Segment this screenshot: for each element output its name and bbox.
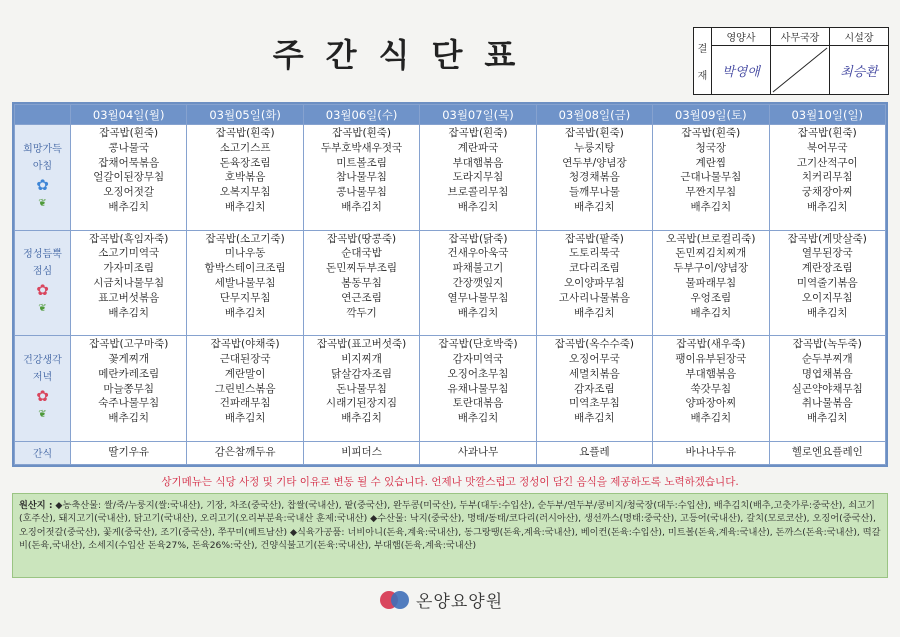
menu-item: 배추김치 <box>457 412 499 425</box>
page-title: 주간식단표 <box>272 36 538 74</box>
menu-item: 근대나물무침 <box>680 171 742 184</box>
menu-item: 배추김치 <box>574 306 615 319</box>
diagonal-strike <box>771 46 829 94</box>
origin-header: 원산지 : <box>19 500 53 511</box>
day-header: 03월04일(월) <box>71 105 187 125</box>
menu-item: 궁채장아찌 <box>801 186 853 199</box>
menu-item: 잡곡밥(소고기죽) <box>205 232 285 245</box>
menu-cell <box>653 336 769 442</box>
menu-item: 잡곡밥(흰죽) <box>99 127 159 139</box>
menu-item: 순두부찌개 <box>801 352 853 365</box>
menu-cell <box>420 125 536 231</box>
meal-row <box>15 125 886 231</box>
menu-item: 감자미역국 <box>452 352 504 365</box>
menu-item: 잡곡밥(흰죽) <box>448 127 508 139</box>
day-header: 03월08일(금) <box>536 105 652 125</box>
menu-cell <box>769 125 885 231</box>
menu-cell <box>653 230 769 336</box>
menu-item: 배추김치 <box>457 200 499 213</box>
menu-item: 미역줄기볶음 <box>796 276 858 289</box>
meal-label: 정성듬뿍 점심 ✿ ❦ <box>15 230 71 336</box>
snack-item: 헬로엔요플레인 <box>791 446 863 459</box>
menu-item: 호박볶음 <box>224 171 266 184</box>
day-header: 03월06일(수) <box>303 105 419 125</box>
menu-cell <box>653 125 769 231</box>
menu-cell <box>420 336 536 442</box>
menu-item: 도라지무침 <box>452 171 504 184</box>
menu-item: 돈육장조림 <box>219 156 271 169</box>
menu-item: 잡곡밥(흰죽) <box>564 127 624 139</box>
menu-item: 잡곡밥(야채죽) <box>210 338 280 351</box>
menu-cell <box>187 336 303 442</box>
snack-item: 비피더스 <box>341 446 382 459</box>
approval-director: 시설장 최승환 <box>830 28 888 94</box>
menu-item: 열무된장국 <box>801 247 853 260</box>
menu-item: 순대국밥 <box>341 247 382 260</box>
approval-label: 결 재 <box>694 28 712 94</box>
snack-row <box>15 441 886 464</box>
menu-item: 미역초무침 <box>569 397 620 410</box>
menu-item: 고사리나물볶음 <box>558 291 630 304</box>
menu-item: 계란장조림 <box>801 262 853 275</box>
menu-item: 배추김치 <box>690 200 732 213</box>
menu-item: 청국장 <box>695 141 727 154</box>
menu-cell <box>303 336 419 442</box>
menu-item: 마늘쫑무침 <box>103 382 155 395</box>
menu-item: 배추김치 <box>574 200 615 213</box>
menu-item: 메란카레조림 <box>98 367 160 380</box>
menu-cell <box>536 230 652 336</box>
menu-item: 취나물볶음 <box>801 397 853 410</box>
menu-item: 유채나물무침 <box>447 382 509 395</box>
menu-item: 얼갈이된장무침 <box>93 171 165 184</box>
menu-item: 잡곡밥(단호박죽) <box>438 338 518 351</box>
menu-item: 실곤약야채무침 <box>791 382 863 395</box>
menu-item: 배추김치 <box>341 412 382 425</box>
menu-item: 돈민찌두부조림 <box>326 262 398 275</box>
menu-item: 미트볼조림 <box>336 156 387 169</box>
menu-item: 열무나물무침 <box>447 291 509 304</box>
menu-item: 오징어젓갈 <box>103 186 155 199</box>
menu-item: 계란말이 <box>224 367 266 380</box>
menu-item: 간장깻잎지 <box>452 276 504 289</box>
menu-cell <box>187 125 303 231</box>
menu-item: 잡곡밥(흑임자죽) <box>89 232 169 245</box>
menu-cell <box>71 125 187 231</box>
menu-item: 양파장아찌 <box>685 397 737 410</box>
meal-row <box>15 230 886 336</box>
menu-item: 단무지무침 <box>219 291 271 304</box>
menu-item: 잡곡밥(흰죽) <box>215 127 275 139</box>
menu-item: 배추김치 <box>341 200 382 213</box>
menu-cell <box>769 230 885 336</box>
menu-cell <box>71 230 187 336</box>
menu-item: 참나물무침 <box>336 171 387 184</box>
day-header: 03월10일(일) <box>769 105 885 125</box>
menu-item: 연근조림 <box>341 291 382 304</box>
menu-item: 미나우동 <box>224 247 266 260</box>
menu-item: 팽이유부된장국 <box>675 352 747 365</box>
menu-item: 오징어무국 <box>569 352 620 365</box>
menu-cell <box>303 125 419 231</box>
menu-item: 오곡밥(브로컬리죽) <box>666 232 756 245</box>
menu-item: 잡곡밥(흰죽) <box>797 127 857 139</box>
menu-item: 돈민찌김치찌개 <box>675 247 747 260</box>
menu-item: 잡곡밥(흰죽) <box>332 127 392 139</box>
snack-label: 간식 <box>15 441 71 464</box>
menu-item: 감자조림 <box>574 382 615 395</box>
menu-item: 파채불고기 <box>452 262 504 275</box>
day-header: 03월09일(토) <box>653 105 769 125</box>
menu-item: 배추김치 <box>108 412 149 425</box>
day-header: 03월07일(목) <box>420 105 536 125</box>
flower-icon: ✿ ❦ <box>36 175 49 209</box>
menu-item: 누룽지탕 <box>574 141 615 154</box>
approval-box <box>693 27 889 95</box>
snack-item: 감은참깨두유 <box>214 446 276 459</box>
snack-item: 바나나두유 <box>685 446 737 459</box>
menu-item: 콩나물국 <box>108 141 149 154</box>
menu-item: 오복지무침 <box>219 186 271 199</box>
menu-item: 무짠지무침 <box>685 186 737 199</box>
flower-icon: ✿ ❦ <box>36 386 49 420</box>
menu-item: 계란파국 <box>457 141 499 154</box>
menu-item: 들깨무나물 <box>569 186 620 199</box>
menu-item: 잡곡밥(새우죽) <box>676 338 746 351</box>
menu-item: 꽃게찌개 <box>108 352 149 365</box>
menu-item: 소고기스프 <box>219 141 271 154</box>
signature: 최승환 <box>840 64 878 80</box>
signature: 박영애 <box>722 64 760 80</box>
menu-item: 계란찜 <box>695 156 727 169</box>
origin-info <box>12 493 888 578</box>
snack-item: 딸기우유 <box>108 446 149 459</box>
menu-item: 배추김치 <box>574 412 615 425</box>
flower-icon: ✿ ❦ <box>36 281 49 315</box>
menu-item: 우엉조림 <box>690 291 732 304</box>
menu-item: 북어무국 <box>806 141 848 154</box>
menu-item: 잡곡밥(팥죽) <box>564 232 624 245</box>
menu-cell <box>187 230 303 336</box>
menu-item: 배추김치 <box>224 200 266 213</box>
menu-item: 건새우아욱국 <box>447 247 509 260</box>
menu-item: 오징어초무침 <box>447 367 509 380</box>
menu-item: 잡곡밥(고구마죽) <box>89 338 169 351</box>
menu-item: 청경채볶음 <box>569 171 620 184</box>
approval-office-manager: 사무국장 <box>771 28 830 94</box>
menu-item: 명엽채볶음 <box>801 367 853 380</box>
menu-item: 표고버섯볶음 <box>98 291 160 304</box>
menu-cell <box>536 125 652 231</box>
menu-item: 브로콜리무침 <box>447 186 509 199</box>
menu-item: 잡곡밥(땅콩죽) <box>327 232 397 245</box>
menu-item: 배추김치 <box>806 306 848 319</box>
menu-item: 봄동무침 <box>341 276 382 289</box>
menu-item: 시래기된장지짐 <box>326 397 398 410</box>
menu-item: 가자미조림 <box>103 262 155 275</box>
menu-item: 물파래무침 <box>685 276 737 289</box>
meal-label: 희망가득 아침 ✿ ❦ <box>15 125 71 231</box>
menu-item: 잡곡밥(게맛살죽) <box>787 232 867 245</box>
menu-item: 그린빈스볶음 <box>214 382 276 395</box>
menu-item: 부대햄볶음 <box>685 367 737 380</box>
menu-item: 쑥갓무침 <box>690 382 732 395</box>
snack-item: 사과나무 <box>457 446 499 459</box>
menu-item: 코다리조림 <box>569 262 620 275</box>
menu-cell <box>769 336 885 442</box>
menu-item: 잡곡밥(표고버섯죽) <box>316 338 407 351</box>
menu-item: 배추김치 <box>224 412 266 425</box>
menu-item: 배추김치 <box>806 200 848 213</box>
menu-cell <box>71 336 187 442</box>
menu-item: 세멸치볶음 <box>569 367 620 380</box>
menu-item: 두부호박새우젓국 <box>320 141 403 154</box>
menu-item: 오이지무침 <box>801 291 853 304</box>
org-name: 온양요양원 <box>416 592 504 612</box>
notice-text: 상기메뉴는 식당 사정 및 기타 이유로 변동 될 수 있습니다. 언제나 맛깔스럽고 정성이 담긴 음식을 제공하도록 노력하겠습니다. <box>161 476 739 488</box>
menu-item: 소고기미역국 <box>98 247 160 260</box>
menu-item: 배추김치 <box>690 306 732 319</box>
menu-item: 고기산적구이 <box>796 156 858 169</box>
menu-item: 부대햄볶음 <box>452 156 504 169</box>
menu-item: 닭살감자조림 <box>331 367 392 380</box>
weekly-menu-table <box>12 102 888 467</box>
meal-row <box>15 336 886 442</box>
menu-item: 함박스테이크조림 <box>204 262 286 275</box>
table-corner <box>15 105 71 125</box>
menu-item: 콩나물무침 <box>336 186 387 199</box>
menu-item: 배추김치 <box>108 200 149 213</box>
menu-cell <box>303 230 419 336</box>
menu-item: 배추김치 <box>224 306 266 319</box>
menu-item: 시금치나물무침 <box>93 276 165 289</box>
menu-cell <box>536 336 652 442</box>
menu-item: 치커리무침 <box>801 171 853 184</box>
menu-item: 깍두기 <box>346 306 377 319</box>
menu-item: 건파래무침 <box>219 397 271 410</box>
menu-item: 돈나물무침 <box>336 382 387 395</box>
meal-label: 건강생각 저녁 ✿ ❦ <box>15 336 71 442</box>
menu-item: 숙주나물무침 <box>98 397 160 410</box>
snack-item: 요플레 <box>579 446 610 459</box>
menu-item: 잡곡밥(옥수수죽) <box>554 338 634 351</box>
footer-logo <box>380 587 503 612</box>
menu-item: 잡곡밥(흰죽) <box>681 127 741 139</box>
menu-item: 근대된장국 <box>219 352 271 365</box>
menu-item: 배추김치 <box>690 412 732 425</box>
origin-text: ◆농축산물: 쌀/죽/누룽지(쌀:국내산), 기장, 차조(중국산), 찹쌀(국내산), 팥(중국산), 완두콩(미국산), 두부(대두:수입산), 순두부/연두부/콩비지/청국장(대두:수입산), 배추김치(배추,고춧가루:중국산), 쇠고기(호주산), 돼지고기(국내산), 닭고기(국내산), 오리고기(오리부분육:국내산 훈제:국내산) ◆수산물: 낙지(중국산), 명태/동태/코다리(러시아산), 생선까스(명태:중국산), 고등어(국내산), 갈치(모로코산), 오징어(중국산), 오징어젓갈(중국산), 꽃게(중국산), 조기(중국산), 쭈꾸미(베트남산) ◆식육가공품: 너비아니(돈육,계육:국내산), 동그랑땡(돈육,계육:국내산), 베이컨(돈육:수입산), 미트볼(돈육,계육:국내산), 돈까스(돈육:국내산), 떡갈비(돈육,국내산), 소세지(수입산 돈육27%, 돈육26%:국산), 건양식불고기(돈육:국내산), 부대햄(돈육,계육:국내산) <box>19 500 881 552</box>
heart-logo-icon <box>380 589 410 611</box>
menu-item: 세발나물무침 <box>214 276 276 289</box>
approval-dietitian: 영양사 박영애 <box>712 28 771 94</box>
menu-item: 오이양파무침 <box>563 276 625 289</box>
menu-item: 잡채어묵볶음 <box>98 156 160 169</box>
day-header: 03월05일(화) <box>187 105 303 125</box>
menu-item: 배추김치 <box>108 306 149 319</box>
menu-item: 잡곡밥(녹두죽) <box>792 338 862 351</box>
menu-item: 도토리묵국 <box>569 247 620 260</box>
menu-item: 두부구이/양념장 <box>673 262 749 275</box>
menu-cell <box>420 230 536 336</box>
menu-item: 연두부/양념장 <box>562 156 627 169</box>
menu-item: 배추김치 <box>457 306 499 319</box>
menu-item: 잡곡밥(닭죽) <box>448 232 508 245</box>
menu-item: 토란대볶음 <box>452 397 504 410</box>
menu-item: 비지찌개 <box>341 352 382 365</box>
menu-item: 배추김치 <box>806 412 848 425</box>
